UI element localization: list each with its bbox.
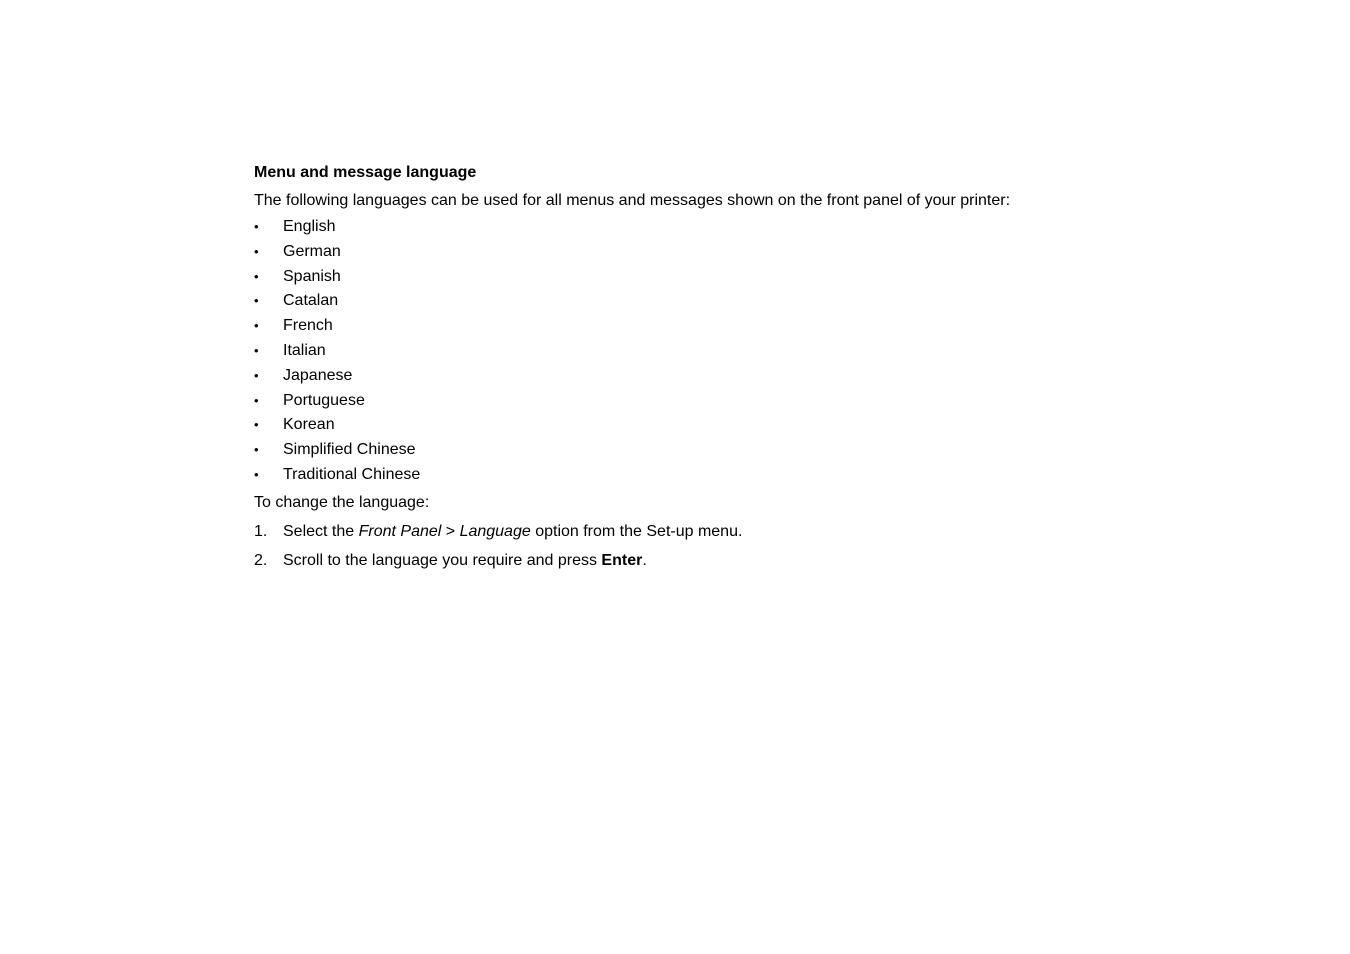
step-text-suffix: option from the Set-up menu. [530,522,743,540]
bullet: • [254,268,259,284]
list-item-language [254,265,1254,290]
list-item-language [254,215,1254,240]
step-text-prefix: Select the [283,522,359,540]
language-label: Traditional Chinese [283,465,421,483]
language-label: Portuguese [283,391,365,409]
language-label: Spanish [283,267,341,285]
menu-path-front-panel: Front Panel [358,522,442,540]
list-item-language [254,339,1254,364]
language-label: Korean [283,416,335,434]
list-item-language [254,389,1254,414]
step-number: 2. [254,551,268,569]
language-label: Catalan [283,292,339,310]
enter-key-label: Enter [601,551,643,569]
bullet: • [254,219,259,234]
bullet: • [254,367,259,383]
steps-list [254,521,1254,572]
bullet: • [254,342,259,358]
list-item-language [254,413,1254,438]
language-label: German [283,242,341,260]
step-text-prefix: Scroll to the language you require and press [283,551,602,569]
language-label: French [283,317,333,335]
bullet: • [254,318,259,334]
list-item-language [254,289,1254,314]
list-item-language [254,364,1254,389]
step-item [254,521,1254,543]
list-item-language [254,240,1254,265]
step-item [254,550,1254,572]
change-intro: To change the language: [254,493,430,511]
language-label: English [283,218,336,235]
intro-paragraph: The following languages can be used for all menus and messages shown on the front panel of your printer: [254,192,1011,209]
bullet: • [254,293,259,309]
bullet: • [254,417,259,433]
bullet: • [254,466,259,482]
menu-path-separator: > [441,522,460,540]
list-item-language [254,314,1254,339]
language-list [254,215,1254,488]
document-page [254,162,1254,579]
step-text-suffix: . [642,551,647,569]
language-label: Japanese [283,366,353,384]
step-number: 1. [254,522,268,540]
bullet: • [254,392,259,408]
menu-path-language: Language [459,522,531,540]
language-label: Italian [283,341,326,359]
bullet: • [254,243,259,259]
section-heading: Menu and message language [254,164,477,181]
language-label: Simplified Chinese [283,441,416,459]
bullet: • [254,442,259,458]
list-item-language [254,463,1254,488]
list-item-language [254,438,1254,463]
